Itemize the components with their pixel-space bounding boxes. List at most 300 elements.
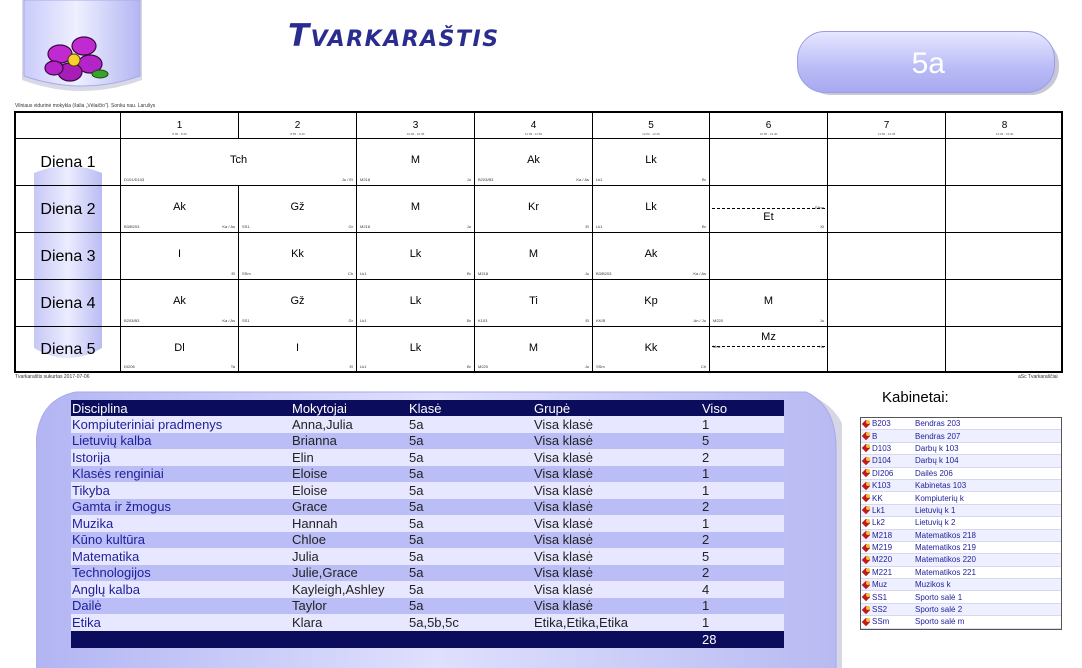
lesson-teacher: Ka / As [576,177,589,182]
lesson-room: Muz [713,344,721,349]
lesson-teacher: Ju [819,318,824,323]
lesson-room: M220 [713,318,724,323]
cell-total: 4 [701,581,784,598]
room-code: SS1 [872,592,888,602]
lesson-subject: Ak [173,295,186,307]
cell-class: 5a,5b,5c [408,614,533,631]
cell-teachers: Anna,Julia [291,416,408,433]
summary-row[interactable] [71,581,784,598]
period-times: 12:55 - 13:40 [759,132,778,136]
room-item[interactable] [861,591,1061,603]
room-code: KK [872,493,883,503]
lesson-teacher: Ta [230,364,235,369]
room-name: Lietuvių k 1 [915,505,956,515]
room-name: Bendras 207 [915,431,961,441]
room-item[interactable] [861,604,1061,616]
lesson-teacher: Ju [584,271,589,276]
lesson-cell[interactable] [239,327,357,372]
summary-row[interactable] [71,598,784,615]
room-item[interactable] [861,530,1061,542]
room-code: K103 [872,481,891,491]
period-header [710,113,828,139]
cell-discipline: Etika [71,614,291,631]
empty-lesson-cell [946,139,1063,186]
lesson-cell[interactable] [121,327,239,372]
lesson-teacher: Kl [820,224,824,229]
cell-discipline: Kūno kultūra [71,532,291,549]
summary-header-row [71,400,784,416]
lesson-subject: Kk [644,342,658,354]
lesson-room: Lk1 [360,271,367,276]
period-header [828,113,946,139]
cell-total: 5 [701,548,784,565]
cell-class: 5a [408,416,533,433]
cell-class: 5a [408,466,533,483]
cell-group: Visa klasė [533,433,701,450]
lesson-subject: Lk [645,154,657,166]
room-item[interactable] [861,579,1061,591]
col-discipline[interactable]: Disciplina [71,400,291,416]
cell-discipline: Klasės renginiai [71,466,291,483]
col-total[interactable]: Viso [701,400,784,416]
cell-total: 2 [701,532,784,549]
lesson-subject: Kp [644,295,658,307]
lesson-subject: Ak [527,154,540,166]
col-class[interactable]: Klasė [408,400,533,416]
cell-class: 5a [408,449,533,466]
cell-discipline: Technologijos [71,565,291,582]
lesson-subject: Dl [174,342,185,354]
day-label [16,233,121,280]
lesson-cell[interactable] [121,233,239,280]
day-label [16,186,121,233]
cell-total: 1 [701,515,784,532]
cell-group: Visa klasė [533,581,701,598]
lesson-room: Lk1 [596,177,603,182]
lesson-teacher: Br [702,177,706,182]
summary-row[interactable] [71,532,784,549]
empty-lesson-cell [828,327,946,372]
cell-total: 2 [701,499,784,516]
rooms-title: Kabinetai: [882,389,949,406]
empty-lesson-cell [828,280,946,327]
cell-class: 5a [408,581,533,598]
school-caption: Vilniaus vidurinė mokykla (šalia „Vėlaičio“). Sonku nau. Larušys [15,103,156,109]
lesson-room: Lk1 [360,364,367,369]
room-item[interactable] [861,492,1061,504]
empty-lesson-cell [946,327,1063,372]
cell-teachers: Klara [291,614,408,631]
lesson-teacher: An / Ju [693,318,706,323]
lesson-room: DI206 [124,364,135,369]
room-icon [863,531,871,539]
lesson-cell[interactable] [121,139,357,186]
lesson-subject: Kr [528,201,539,213]
total-spacer [71,631,291,648]
room-item[interactable] [861,468,1061,480]
lesson-room: B3/B203 [596,271,612,276]
room-name: Matematikos 218 [915,530,976,540]
room-name: Kabinetas 103 [915,481,967,491]
period-header [946,113,1063,139]
total-spacer [408,631,533,648]
room-item[interactable] [861,542,1061,554]
lesson-cell[interactable] [710,327,828,372]
period-number: 7 [883,120,890,131]
room-item[interactable] [861,443,1061,455]
lesson-cell[interactable] [710,186,828,233]
room-name: Matematikos 219 [915,543,976,553]
room-icon [863,444,871,452]
page-title: Tvarkaraštis [288,18,500,54]
room-code: Lk2 [872,518,885,528]
room-code: B [872,431,878,441]
lesson-subject: Et [763,211,774,223]
cell-class: 5a [408,598,533,615]
lesson-cell[interactable] [593,186,710,233]
period-number: 5 [648,120,654,131]
class-name: 5a [911,47,945,80]
lesson-subject: M [528,342,539,354]
cell-class: 5a [408,499,533,516]
rooms-list [860,417,1062,630]
period-header [593,113,710,139]
room-item[interactable] [861,455,1061,467]
lesson-cell[interactable] [710,280,828,327]
cell-teachers: Grace [291,499,408,516]
summary-row[interactable] [71,482,784,499]
lesson-subject: Ak [644,248,658,260]
cell-group: Visa klasė [533,466,701,483]
cell-teachers: Taylor [291,598,408,615]
day-label [16,139,121,186]
lesson-teacher: Ch [700,364,706,369]
lesson-cell[interactable] [121,186,239,233]
cell-class: 5a [408,565,533,582]
period-times: 8:55 - 9:40 [290,132,305,136]
room-item[interactable] [861,616,1061,628]
lesson-cell[interactable] [357,280,475,327]
lesson-subject: Gž [290,295,305,307]
summary-row[interactable] [71,614,784,631]
lesson-room: M218 [360,224,371,229]
lesson-teacher: Ju [466,177,471,182]
room-name: Lietuvių k 2 [915,518,956,528]
room-name: Bendras 203 [915,419,961,429]
cell-teachers: Hannah [291,515,408,532]
total-hours: 28 [701,631,784,648]
empty-lesson-cell [828,139,946,186]
room-item[interactable] [861,430,1061,442]
room-name: Kompiuterių k [915,493,964,503]
day-label-text: Diena 1 [40,154,96,171]
room-icon [863,593,871,601]
lesson-room: M218 [478,271,489,276]
room-name: Muzikos k [915,580,951,590]
cell-discipline: Matematika [71,548,291,565]
period-header [239,113,357,139]
cell-teachers: Julie,Grace [291,565,408,582]
split-divider [712,208,825,209]
lesson-subject: M [410,154,421,166]
lesson-teacher: Br [467,271,471,276]
empty-lesson-cell [946,233,1063,280]
lesson-cell[interactable] [357,327,475,372]
lesson-cell[interactable] [593,327,710,372]
col-group[interactable]: Grupė [533,400,701,416]
day-label-text: Diena 4 [40,295,96,312]
cell-class: 5a [408,482,533,499]
lesson-teacher: Br [702,224,706,229]
room-code: Muz [872,580,888,590]
cell-total: 2 [701,565,784,582]
day-label-text: Diena 3 [40,248,96,265]
lesson-room: SSm [596,364,605,369]
cell-group: Visa klasė [533,482,701,499]
cell-total: 1 [701,466,784,483]
cell-group: Visa klasė [533,548,701,565]
room-code: D104 [872,456,892,466]
day-label [16,280,121,327]
day-label-text: Diena 5 [40,341,96,358]
period-number: 2 [294,120,301,131]
lesson-subject: Ak [173,201,186,213]
cell-class: 5a [408,532,533,549]
cell-total: 1 [701,598,784,615]
lesson-teacher: Ju [466,224,471,229]
lesson-teacher: Ch [347,271,353,276]
lesson-teacher: El [231,271,235,276]
lesson-subject: Tch [229,154,248,166]
cell-teachers: Chloe [291,532,408,549]
period-number: 1 [176,120,183,131]
room-code: M221 [872,567,893,577]
cell-group: Visa klasė [533,449,701,466]
lesson-room: M218 [360,177,371,182]
cell-class: 5a [408,433,533,450]
empty-lesson-cell [828,233,946,280]
room-name: Matematikos 221 [915,567,976,577]
lesson-teacher: El [585,224,589,229]
lesson-subject: I [177,248,182,260]
lesson-cell[interactable] [475,139,593,186]
lesson-cell[interactable] [593,280,710,327]
room-item[interactable] [861,418,1061,430]
room-code: M218 [872,530,893,540]
header-cylinder [22,0,150,96]
empty-lesson-cell [710,139,828,186]
room-name: Sporto salė m [915,617,965,627]
cell-teachers: Brianna [291,433,408,450]
cell-total: 1 [701,614,784,631]
room-name: Sporto salė 2 [915,605,963,615]
cell-group: Visa klasė [533,532,701,549]
lesson-room: B203/B3 [478,177,494,182]
cell-teachers: Eloise [291,466,408,483]
lesson-room: SS1 [242,318,250,323]
cell-teachers: Kayleigh,Ashley [291,581,408,598]
lesson-teacher: Ka / As [693,271,706,276]
cell-total: 1 [701,482,784,499]
period-header [357,113,475,139]
lesson-cell[interactable] [357,186,475,233]
period-header [121,113,239,139]
summary-row[interactable] [71,548,784,565]
lesson-teacher: Ka / As [222,318,235,323]
cell-discipline: Dailė [71,598,291,615]
room-name: Sporto salė 1 [915,592,963,602]
lesson-subject: Ti [529,295,538,307]
room-code: M220 [872,555,893,565]
lesson-subject: Lk [645,201,657,213]
lesson-subject: Lk [409,342,422,354]
summary-row[interactable] [71,466,784,483]
period-number: 3 [412,120,419,131]
period-header [475,113,593,139]
period-times: 14:45 - 15:30 [995,132,1014,136]
lesson-subject: Kk [291,248,304,260]
room-icon [863,618,871,626]
summary-row[interactable] [71,416,784,433]
room-icon [863,506,871,514]
day-label-text: Diena 2 [40,201,96,218]
cell-total: 1 [701,416,784,433]
room-icon [863,519,871,527]
summary-row[interactable] [71,433,784,450]
period-times: 8:00 - 8:45 [172,132,187,136]
summary-row[interactable] [71,499,784,516]
subjects-summary-table [71,400,784,648]
lesson-subject: Lk [409,248,422,260]
lesson-room: Lk1 [596,224,603,229]
lesson-cell[interactable] [239,280,357,327]
room-item[interactable] [861,505,1061,517]
cell-group: Visa klasė [533,565,701,582]
lesson-subject: Lk [409,295,422,307]
room-icon [863,606,871,614]
period-number: 6 [765,120,772,131]
lesson-subject: M [410,201,421,213]
room-code: D103 [872,443,892,453]
room-item[interactable] [861,517,1061,529]
lesson-teacher: Ka / As [222,224,235,229]
lesson-subject: I [295,342,300,354]
room-icon [863,544,871,552]
lesson-cell[interactable] [475,327,593,372]
lesson-room: B203/B3 [124,318,140,323]
lesson-cell[interactable] [357,139,475,186]
lesson-room: B3/B203 [124,224,140,229]
room-item[interactable] [861,554,1061,566]
cell-discipline: Kompiuteriniai pradmenys [71,416,291,433]
lesson-cell[interactable] [475,233,593,280]
period-times: 10:00 - 10:45 [406,132,425,136]
cell-teachers: Julia [291,548,408,565]
summary-total-row [71,631,784,648]
lesson-subject: Mz [761,331,776,343]
summary-row[interactable] [71,515,784,532]
lesson-teacher: El [585,318,589,323]
room-icon [863,469,871,477]
empty-lesson-cell [946,280,1063,327]
lesson-cell[interactable] [121,280,239,327]
footer-credit: aSc Tvarkaraščiai [1018,374,1058,380]
lesson-subject: M [528,248,539,260]
period-number: 8 [1001,120,1008,131]
summary-row[interactable] [71,449,784,466]
lesson-cell[interactable] [357,233,475,280]
lesson-cell[interactable] [475,186,593,233]
total-spacer [533,631,701,648]
room-icon [863,568,871,576]
cell-total: 5 [701,433,784,450]
cell-discipline: Anglų kalba [71,581,291,598]
cell-class: 5a [408,548,533,565]
lesson-teacher: Ha [818,344,824,349]
room-code: M219 [872,543,893,553]
footer-created: Tvarkaraštis sukurtas 2017-07-06 [15,374,90,380]
lesson-cell[interactable] [593,233,710,280]
room-item[interactable] [861,567,1061,579]
room-icon [863,494,871,502]
room-icon [863,432,871,440]
room-name: Dailės 206 [915,468,953,478]
lesson-room: SS1 [242,224,250,229]
room-code: DI206 [872,468,894,478]
lesson-room: K103 [478,318,488,323]
empty-lesson-cell [946,186,1063,233]
cell-group: Etika,Etika,Etika [533,614,701,631]
cell-group: Visa klasė [533,598,701,615]
lesson-cell[interactable] [239,186,357,233]
lesson-teacher: Br [467,364,471,369]
summary-row[interactable] [71,565,784,582]
room-icon [863,556,871,564]
lesson-teacher: Gr [348,224,353,229]
lesson-teacher: Ju [584,364,589,369]
cell-discipline: Gamta ir žmogus [71,499,291,516]
lesson-subject: Gž [290,201,305,213]
lesson-teacher: Br [467,318,471,323]
cell-group: Visa klasė [533,416,701,433]
total-spacer [291,631,408,648]
lesson-cell[interactable] [239,233,357,280]
timetable-corner [16,113,121,139]
lesson-cell[interactable] [593,139,710,186]
cell-total: 2 [701,449,784,466]
cell-group: Visa klasė [533,499,701,516]
room-name: Darbų k 104 [915,456,959,466]
cell-discipline: Muzika [71,515,291,532]
lesson-teacher: Gr [348,318,353,323]
cell-group: Visa klasė [533,515,701,532]
lesson-subject: M [763,295,774,307]
col-teachers[interactable]: Mokytojai [291,400,408,416]
lesson-room: D101/D103 [124,177,145,182]
room-icon [863,482,871,490]
lesson-cell[interactable] [475,280,593,327]
empty-lesson-cell [828,186,946,233]
cell-class: 5a [408,515,533,532]
room-icon [863,457,871,465]
room-code: SS2 [872,605,888,615]
room-item[interactable] [861,480,1061,492]
lesson-teacher: Ju / El [341,177,353,182]
period-number: 4 [530,120,537,131]
room-name: Darbų k 103 [915,443,959,453]
lesson-room: Lk1 [360,318,367,323]
lesson-room: SSm [242,271,251,276]
